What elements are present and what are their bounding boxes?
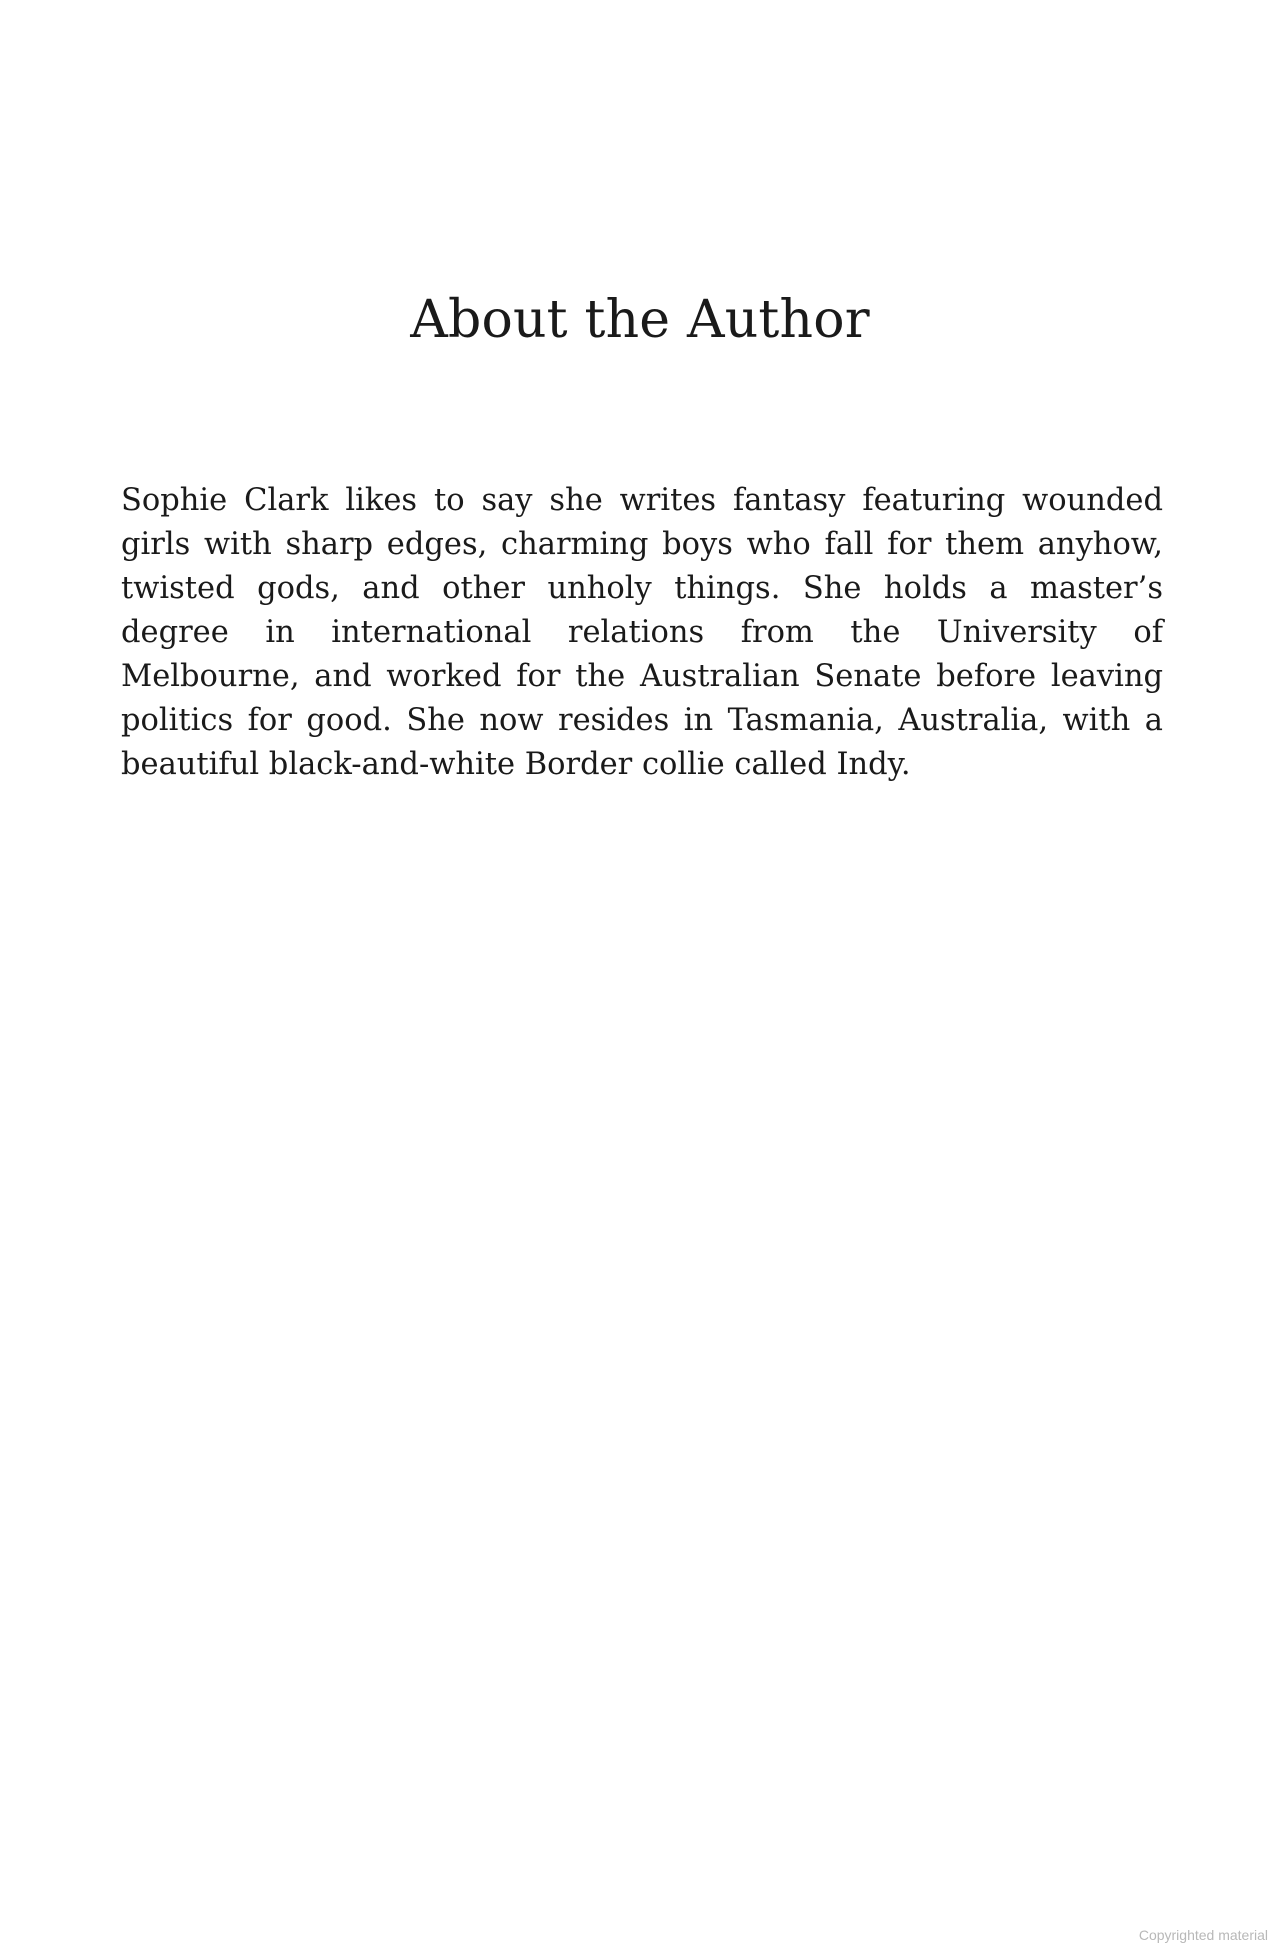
author-bio-paragraph: Sophie Clark likes to say she writes fantasy featuring wounded girls with sharp edges, charming boys who fall for them anyhow, twisted gods, and other unholy things. She holds a master’s degree in international relations from the University of Melbourne, and worked for the Australian Senate before leaving politics for good. She now resides in Tasmania, Australia, with a beautiful black-and-white Border collie called Indy.	[121, 483, 1163, 782]
page-title: About the Author	[410, 290, 870, 350]
copyright-watermark: Copyrighted material	[1138, 1927, 1268, 1943]
